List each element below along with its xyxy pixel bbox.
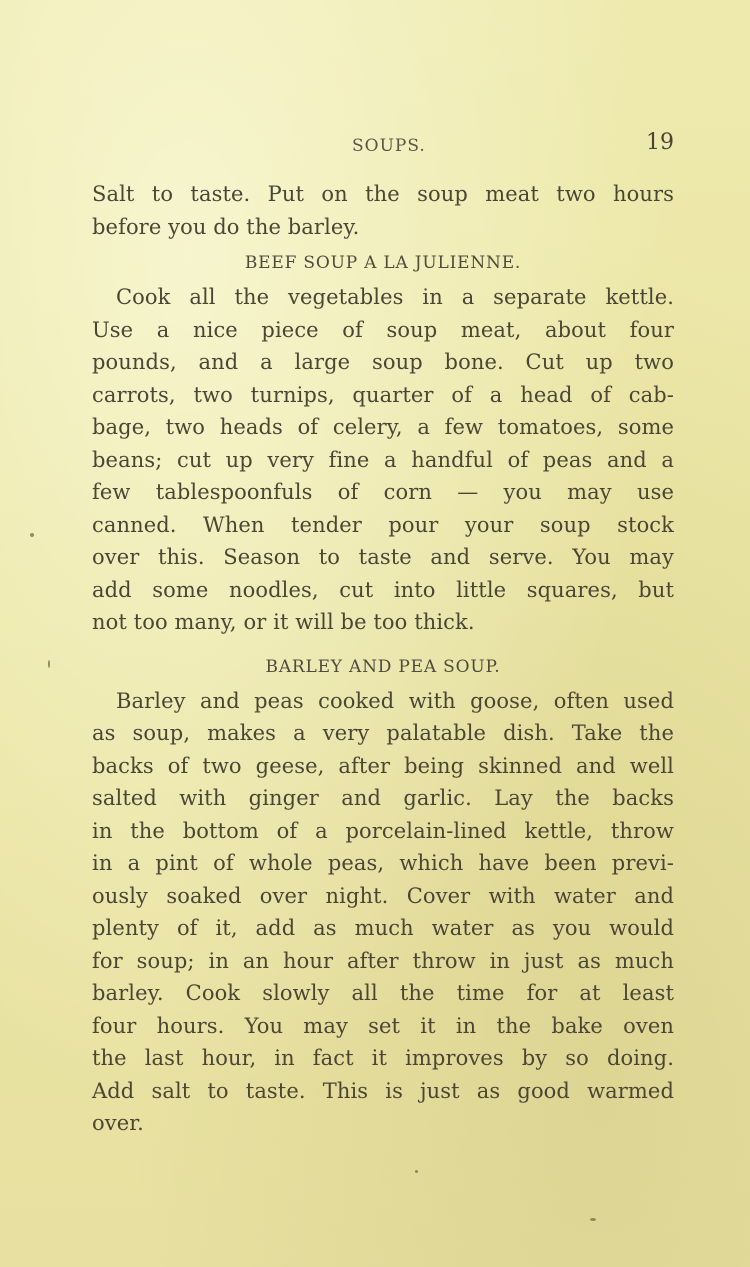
paragraph-line: not too many, or it will be too thick. [92, 610, 475, 634]
paragraph-line: carrots, two turnips, quarter of a head of cab- [92, 382, 674, 407]
section-gap [92, 639, 674, 647]
paper-speck [590, 1218, 596, 1221]
paragraph-line: the last hour, in fact it improves by so doing. [92, 1046, 674, 1070]
running-head [90, 130, 680, 160]
paragraph-line: four hours. You may set it in the bake oven [92, 1013, 674, 1038]
paragraph-line: add some noodles, cut into little squares, but [92, 577, 674, 602]
paragraph-line: before you do the barley. [92, 214, 360, 239]
paragraph-line: few tablespoonfuls of corn — you may use [92, 480, 674, 504]
paragraph-line: salted with ginger and garlic. Lay the backs [92, 786, 674, 810]
paragraph-line: as soup, makes a very palatable dish. Take the [92, 721, 674, 745]
paragraph-line: Add salt to taste. This is just as good warmed [92, 1078, 674, 1103]
paragraph-line: ously soaked over night. Cover with water and [92, 883, 674, 908]
intro-paragraph [92, 178, 674, 243]
recipe-heading-beef-soup: BEEF SOUP A LA JULIENNE. [244, 253, 522, 273]
paragraph-line: in a pint of whole peas, which have been previ- [92, 851, 674, 875]
recipe-heading-barley-pea-soup: BARLEY AND PEA SOUP. [265, 656, 501, 677]
paragraph-line: Salt to taste. Put on the soup meat two hours [92, 182, 674, 206]
paper-speck [415, 1170, 418, 1173]
recipe-paragraph-beef-soup [92, 281, 674, 639]
paragraph-line: Cook all the vegetables in a separate kettle. [116, 285, 674, 309]
paragraph-line: bage, two heads of celery, a few tomatoes, some [92, 415, 674, 439]
paragraph-line: over this. Season to taste and serve. You may [92, 545, 674, 569]
page-text [92, 178, 674, 1140]
paragraph-line: canned. When tender pour your soup stock [92, 512, 674, 537]
paragraph-line: barley. Cook slowly all the time for at least [92, 981, 674, 1005]
paper-speck [30, 533, 34, 537]
paragraph-line: over. [92, 1111, 144, 1135]
running-title: SOUPS. [352, 136, 426, 156]
recipe-paragraph-barley-pea-soup [92, 685, 674, 1140]
paragraph-line: backs of two geese, after being skinned and well [92, 753, 674, 778]
paragraph-line: beans; cut up very fine a handful of peas and a [92, 447, 674, 472]
paragraph-line: pounds, and a large soup bone. Cut up two [92, 350, 674, 374]
paragraph-line: Barley and peas cooked with goose, often used [116, 688, 674, 713]
paragraph-line: for soup; in an hour after throw in just as much [92, 948, 674, 973]
paragraph-line: plenty of it, add as much water as you would [92, 916, 674, 940]
paper-speck [48, 660, 50, 668]
page-number: 19 [646, 130, 674, 155]
paragraph-line: Use a nice piece of soup meat, about four [92, 317, 674, 342]
paragraph-line: in the bottom of a porcelain-lined kettle, throw [92, 818, 674, 843]
